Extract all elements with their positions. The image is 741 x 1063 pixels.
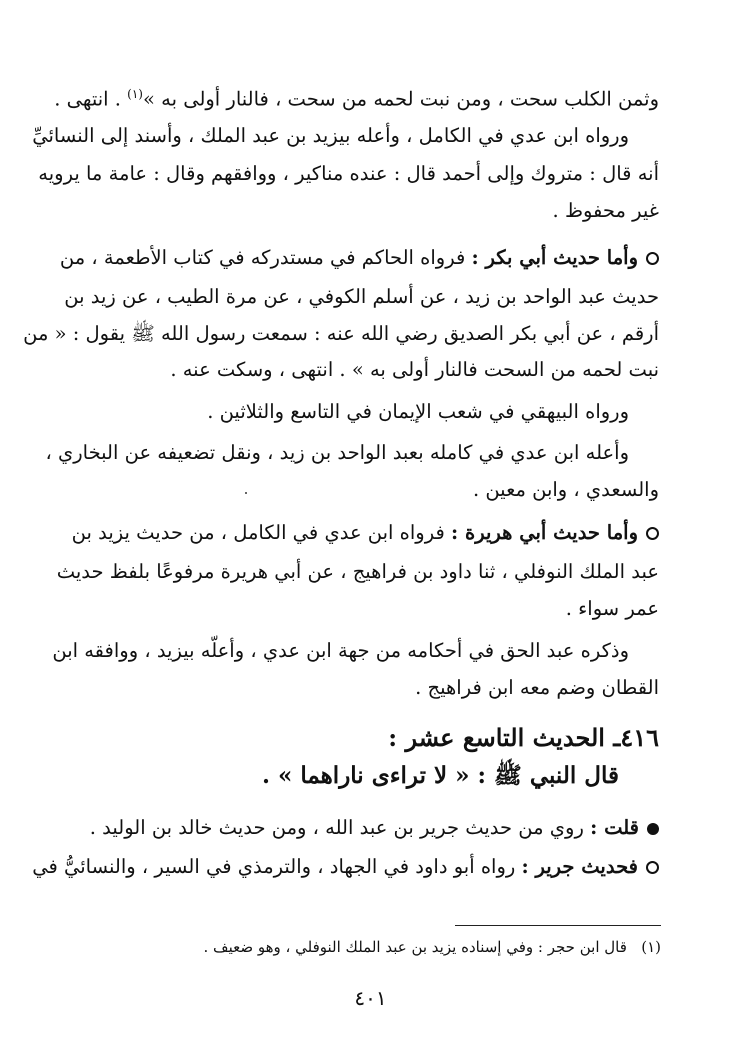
text-line-3: أنه قال : متروك وإلى أحمد قال : عنده مناكير ، ووافقهم وقال : عامة ما يرويه: [38, 162, 659, 185]
text-line-8: نبت لحمه من السحت فالنار أولى به » . انتهى ، وسكت عنه .: [170, 358, 659, 381]
text-line-14: عمر سواء .: [565, 597, 659, 620]
text-line-17: [79, 813, 659, 843]
text-line-12: [71, 518, 659, 548]
section-lead: وأما حديث أبي هريرة :: [451, 521, 638, 544]
hadith-text: قال النبي ﷺ : « لا تراءى ناراهما » .: [261, 762, 619, 789]
open-circle-icon: [646, 527, 659, 540]
footnote-mark: (١): [641, 938, 661, 956]
page-number: ٤٠١: [354, 986, 387, 1010]
footnote-divider: [455, 925, 661, 926]
text-line-9: ورواه البيهقي في شعب الإيمان في التاسع والثلاثين .: [207, 400, 629, 423]
open-circle-icon: [646, 861, 659, 874]
text-segment: . انتهى .: [54, 87, 121, 111]
section-lead: قلت :: [590, 816, 639, 839]
footnote-reference[interactable]: (١): [127, 87, 143, 101]
filled-dot-icon: [647, 823, 659, 835]
hadith-heading: ٤١٦ـ الحديث التاسع عشر :: [388, 723, 659, 752]
footnote: [61, 934, 661, 960]
text-segment: روي من حديث جرير بن عبد الله ، ومن حديث خالد بن الوليد .: [89, 816, 584, 839]
text-line-1: [54, 79, 659, 115]
text-line-5: [59, 243, 659, 273]
section-lead: وأما حديث أبي بكر :: [471, 246, 638, 269]
text-line-2: ورواه ابن عدي في الكامل ، وأعله بيزيد بن عبد الملك ، وأسند إلى النسائيِّ: [32, 124, 629, 147]
text-line-4: غير محفوظ .: [552, 199, 659, 222]
text-line-10: وأعله ابن عدي في كامله بعبد الواحد بن زيد ، ونقل تضعيفه عن البخاري ،: [45, 441, 629, 464]
text-line-13: عبد الملك النوفلي ، ثنا داود بن فراهيج ، عن أبي هريرة مرفوعًا بلفظ حديث: [56, 560, 659, 583]
print-speck: [245, 492, 247, 494]
text-line-7: أرقم ، عن أبي بكر الصديق رضي الله عنه : سمعت رسول الله ﷺ يقول : « من: [23, 322, 659, 345]
open-circle-icon: [646, 252, 659, 265]
footnote-text: قال ابن حجر : وفي إسناده يزيد بن عبد الملك النوفلي ، وهو ضعيف .: [203, 938, 627, 956]
text-segment: فرواه ابن عدي في الكامل ، من حديث يزيد بن: [71, 521, 445, 544]
text-segment: وثمن الكلب سحت ، ومن نبت لحمه من سحت ، فالنار أولى به »: [142, 87, 659, 111]
section-lead: فحديث جرير :: [521, 855, 638, 878]
text-line-16: القطان وضم معه ابن فراهيج .: [415, 676, 659, 699]
text-line-18: [32, 852, 659, 882]
text-line-6: حديث عبد الواحد بن زيد ، عن أسلم الكوفي ، عن مرة الطيب ، عن زيد بن: [64, 285, 659, 308]
text-line-15: وذكره عبد الحق في أحكامه من جهة ابن عدي ، وأعلّه بيزيد ، ووافقه ابن: [52, 639, 629, 662]
text-line-11: والسعدي ، وابن معين .: [472, 478, 659, 501]
text-segment: فرواه الحاكم في مستدركه في كتاب الأطعمة ، من: [59, 246, 466, 269]
text-segment: رواه أبو داود في الجهاد ، والترمذي في السير ، والنسائيُّ في: [32, 855, 516, 878]
